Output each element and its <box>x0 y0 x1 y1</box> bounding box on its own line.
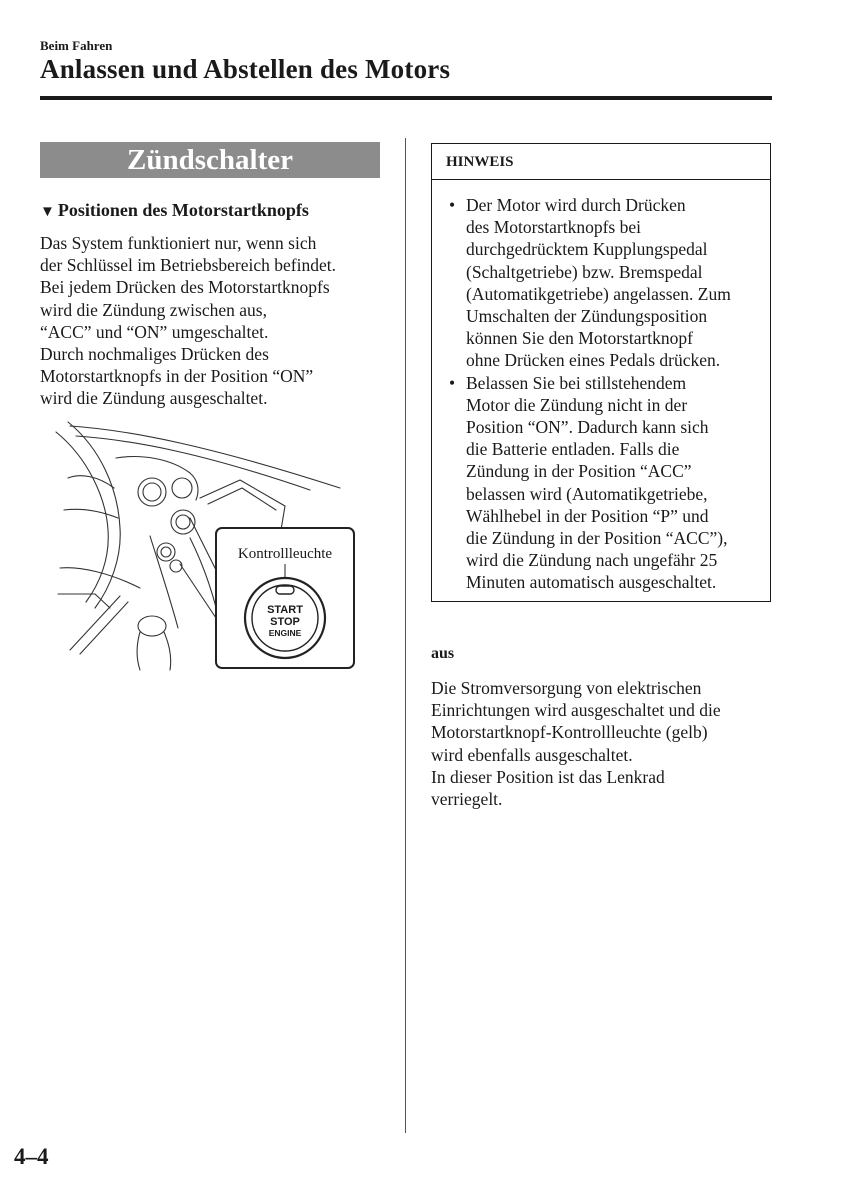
note-line: durchgedrücktem Kupplungspedal <box>466 239 708 260</box>
note-box <box>431 143 771 602</box>
note-line: können Sie den Motorstartknopf <box>466 328 693 349</box>
paragraph-line: Bei jedem Drücken des Motorstartknopfs <box>40 277 330 298</box>
note-line: wird die Zündung nach ungefähr 25 <box>466 550 718 571</box>
paragraph-line: wird die Zündung zwischen aus, <box>40 299 267 320</box>
triangle-down-icon: ▼ <box>40 204 55 220</box>
paragraph-line: wird ebenfalls ausgeschaltet. <box>431 744 633 765</box>
title-rule <box>40 96 772 100</box>
note-line: Zündung in der Position “ACC” <box>466 461 692 482</box>
start-button-small <box>157 543 175 561</box>
dashboard-outline <box>70 426 340 488</box>
note-item <box>432 372 731 594</box>
callout-label: Kontrollleuchte <box>237 546 333 562</box>
gauge <box>138 478 166 506</box>
paragraph-line: der Schlüssel im Betriebsbereich befindet. <box>40 255 336 276</box>
button-text-engine: ENGINE <box>268 628 302 638</box>
page-title: Anlassen und Abstellen des Motors <box>40 54 451 84</box>
bullet-icon: • <box>449 372 456 393</box>
note-line: Belassen Sie bei stillstehendem <box>466 372 687 393</box>
section-heading-band: Zündschalter <box>40 142 380 178</box>
note-line: Wählhebel in der Position “P” und <box>466 505 709 526</box>
dashboard-illustration <box>40 418 380 672</box>
paragraph-line: Das System funktioniert nur, wenn sich <box>40 233 317 253</box>
paragraph-line: Motorstartknopfs in der Position “ON” <box>40 366 314 387</box>
note-line: (Automatikgetriebe) angelassen. Zum <box>466 283 731 304</box>
note-line: die Batterie entladen. Falls die <box>466 439 680 460</box>
left-paragraph <box>40 232 380 410</box>
indicator-lamp <box>276 586 294 594</box>
note-line: des Motorstartknopfs bei <box>466 217 641 238</box>
page-number: 4–4 <box>14 1144 49 1169</box>
note-list <box>432 194 731 594</box>
steering-wheel <box>68 422 120 608</box>
note-line: Der Motor wird durch Drücken <box>466 195 686 215</box>
note-line: die Zündung in der Position “ACC”), <box>466 528 728 549</box>
aus-label: aus <box>431 645 455 662</box>
note-line: Minuten automatisch ausgeschaltet. <box>466 572 717 593</box>
subheading-text: Positionen des Motorstartknopfs <box>57 200 309 220</box>
paragraph-line: wird die Zündung ausgeschaltet. <box>40 388 268 409</box>
bullet-icon: • <box>449 195 456 215</box>
note-header: HINWEIS <box>432 144 770 180</box>
note-line: ohne Drücken eines Pedals drücken. <box>466 350 721 371</box>
subheading <box>40 200 309 221</box>
paragraph-line: In dieser Position ist das Lenkrad <box>431 766 665 787</box>
column-divider <box>405 138 406 1133</box>
paragraph-line: verriegelt. <box>431 789 503 810</box>
paragraph-line: Einrichtungen wird ausgeschaltet und die <box>431 700 721 721</box>
note-item <box>432 194 731 372</box>
paragraph-line: “ACC” und “ON” umgeschaltet. <box>40 321 269 342</box>
section-label: Beim Fahren <box>40 38 113 53</box>
paragraph-line: Motorstartknopf-Kontrollleuchte (gelb) <box>431 722 708 743</box>
note-line: Position “ON”. Dadurch kann sich <box>466 417 709 438</box>
note-line: belassen wird (Automatikgetriebe, <box>466 483 708 504</box>
button-text-start: START <box>267 604 303 616</box>
right-paragraph <box>431 677 771 810</box>
paragraph-line: Die Stromversorgung von elektrischen <box>431 678 702 698</box>
note-line: Umschalten der Zündungsposition <box>466 306 708 327</box>
button-text-stop: STOP <box>270 616 300 628</box>
note-line: Motor die Zündung nicht in der <box>466 394 688 415</box>
paragraph-line: Durch nochmaliges Drücken des <box>40 344 269 365</box>
note-line: (Schaltgetriebe) bzw. Bremspedal <box>466 261 703 282</box>
